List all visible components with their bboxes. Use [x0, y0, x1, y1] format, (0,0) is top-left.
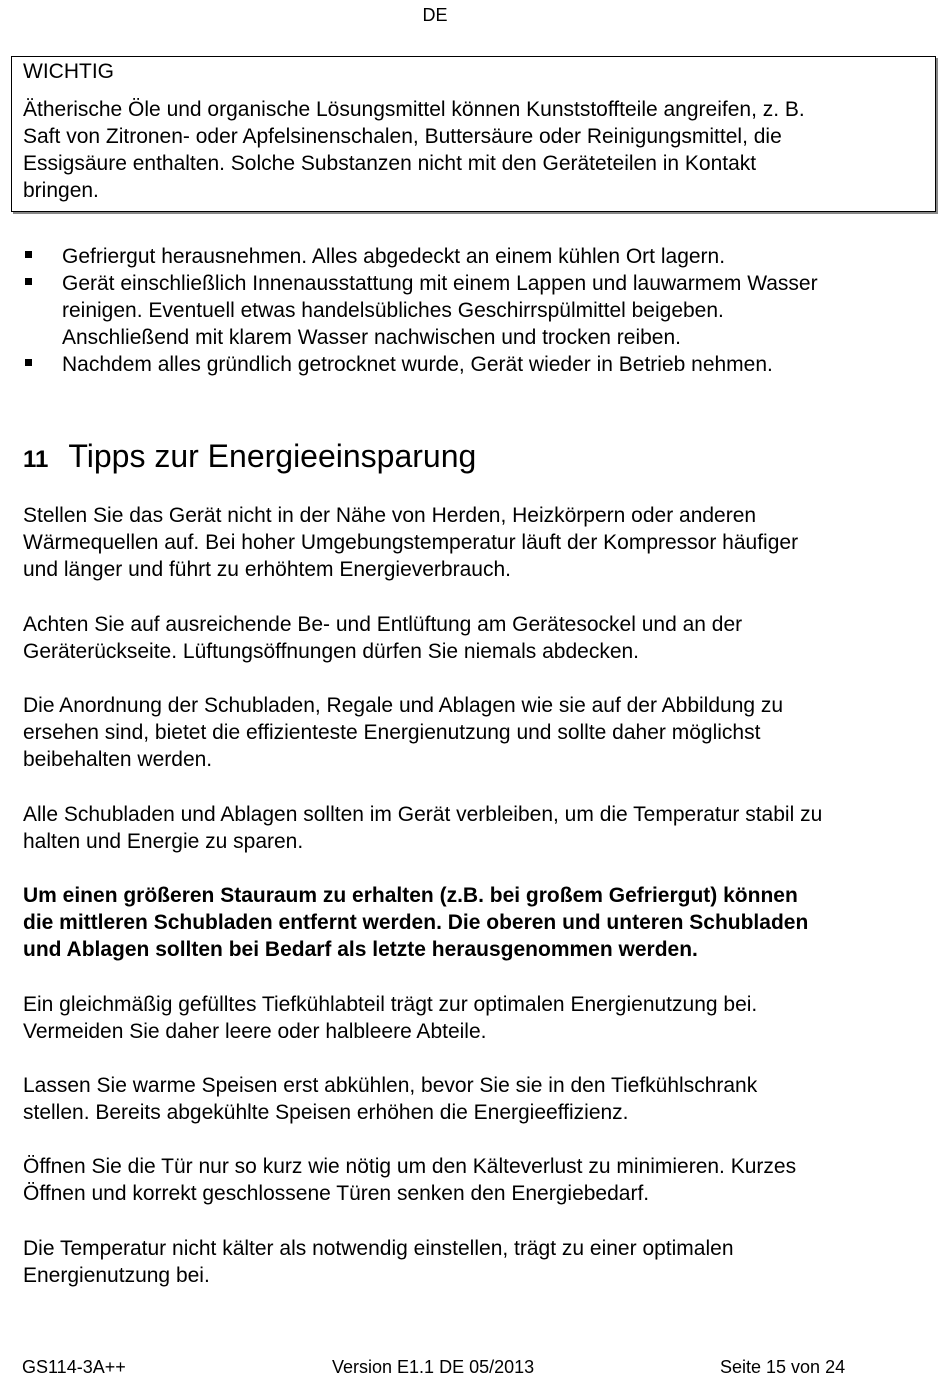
- bullet-square-icon: [25, 359, 32, 366]
- cleaning-steps-list: [22, 243, 927, 378]
- paragraph: Ein gleichmäßig gefülltes Tiefkühlabteil trägt zur optimalen Energienutzung bei. Vermeiden Sie daher leere oder halbleere Abteile.: [23, 993, 758, 1043]
- section-number: 11: [23, 446, 49, 473]
- paragraph: Öffnen Sie die Tür nur so kurz wie nötig um den Kälteverlust zu minimieren. Kurzes Öffnen und korrekt geschlossene Türen senken den Energiebedarf.: [23, 1155, 797, 1205]
- paragraph: Alle Schubladen und Ablagen sollten im Gerät verbleiben, um die Temperatur stabil zu halten und Energie zu sparen.: [23, 803, 823, 853]
- footer-model: GS114-3A++: [22, 1357, 126, 1377]
- bullet-square-icon: [25, 278, 32, 285]
- paragraph: Die Anordnung der Schubladen, Regale und Ablagen wie sie auf der Abbildung zu ersehen sind, bietet die effizienteste Energienutzung und sollte daher möglichst beibehalten werden.: [23, 694, 784, 771]
- footer-page-number: Seite 15 von 24: [720, 1357, 846, 1377]
- notice-line: Saft von Zitronen- oder Apfelsinenschalen, Buttersäure oder Reinigungsmittel, die: [23, 125, 782, 148]
- footer-version: Version E1.1 DE 05/2013: [332, 1357, 535, 1377]
- paragraph: Die Temperatur nicht kälter als notwendig einstellen, trägt zu einer optimalen Energienutzung bei.: [23, 1237, 734, 1287]
- section-heading: [23, 436, 476, 480]
- list-item: Gerät einschließlich Innenausstattung mit einem Lappen und lauwarmem Wasser reinigen. Eventuell etwas handelsübliches Geschirrspülmittel beigeben. Anschließend mit klarem Wasser nachwischen und trocken reiben.: [22, 270, 927, 351]
- paragraph: Lassen Sie warme Speisen erst abkühlen, bevor Sie sie in den Tiefkühlschrank stellen. Bereits abgekühlte Speisen erhöhen die Energieeffizienz.: [23, 1074, 758, 1124]
- section-title: Tipps zur Energieeinsparung: [68, 438, 477, 474]
- paragraph: Stellen Sie das Gerät nicht in der Nähe von Herden, Heizkörpern oder anderen Wärmequellen auf. Bei hoher Umgebungstemperatur läuft der Kompressor häufiger und länger und führt zu erhöhtem Energieverbrauch.: [23, 504, 799, 581]
- notice-line: Essigsäure enthalten. Solche Substanzen nicht mit den Geräteteilen in Kontakt: [23, 152, 757, 175]
- list-item: Gefriergut herausnehmen. Alles abgedeckt an einem kühlen Ort lagern.: [22, 243, 927, 270]
- paragraph-bold: Um einen größeren Stauraum zu erhalten (z.B. bei großem Gefriergut) können die mittleren Schubladen entfernt werden. Die oberen und unteren Schubladen und Ablagen sollten bei Bedarf als letzte herausgenommen werden.: [23, 884, 809, 961]
- list-item: Nachdem alles gründlich getrocknet wurde, Gerät wieder in Betrieb nehmen.: [22, 351, 927, 378]
- notice-line: Ätherische Öle und organische Lösungsmittel können Kunststoffteile angreifen, z. B.: [23, 98, 805, 121]
- notice-body: [23, 96, 923, 204]
- bullet-square-icon: [25, 251, 32, 258]
- notice-title: WICHTIG: [23, 60, 114, 83]
- paragraph: Achten Sie auf ausreichende Be- und Entlüftung am Gerätesockel und an der Geräterückseite. Lüftungsöffnungen dürfen Sie niemals abdecken.: [23, 613, 743, 663]
- notice-line: bringen.: [23, 179, 99, 202]
- page-language: DE: [422, 5, 448, 25]
